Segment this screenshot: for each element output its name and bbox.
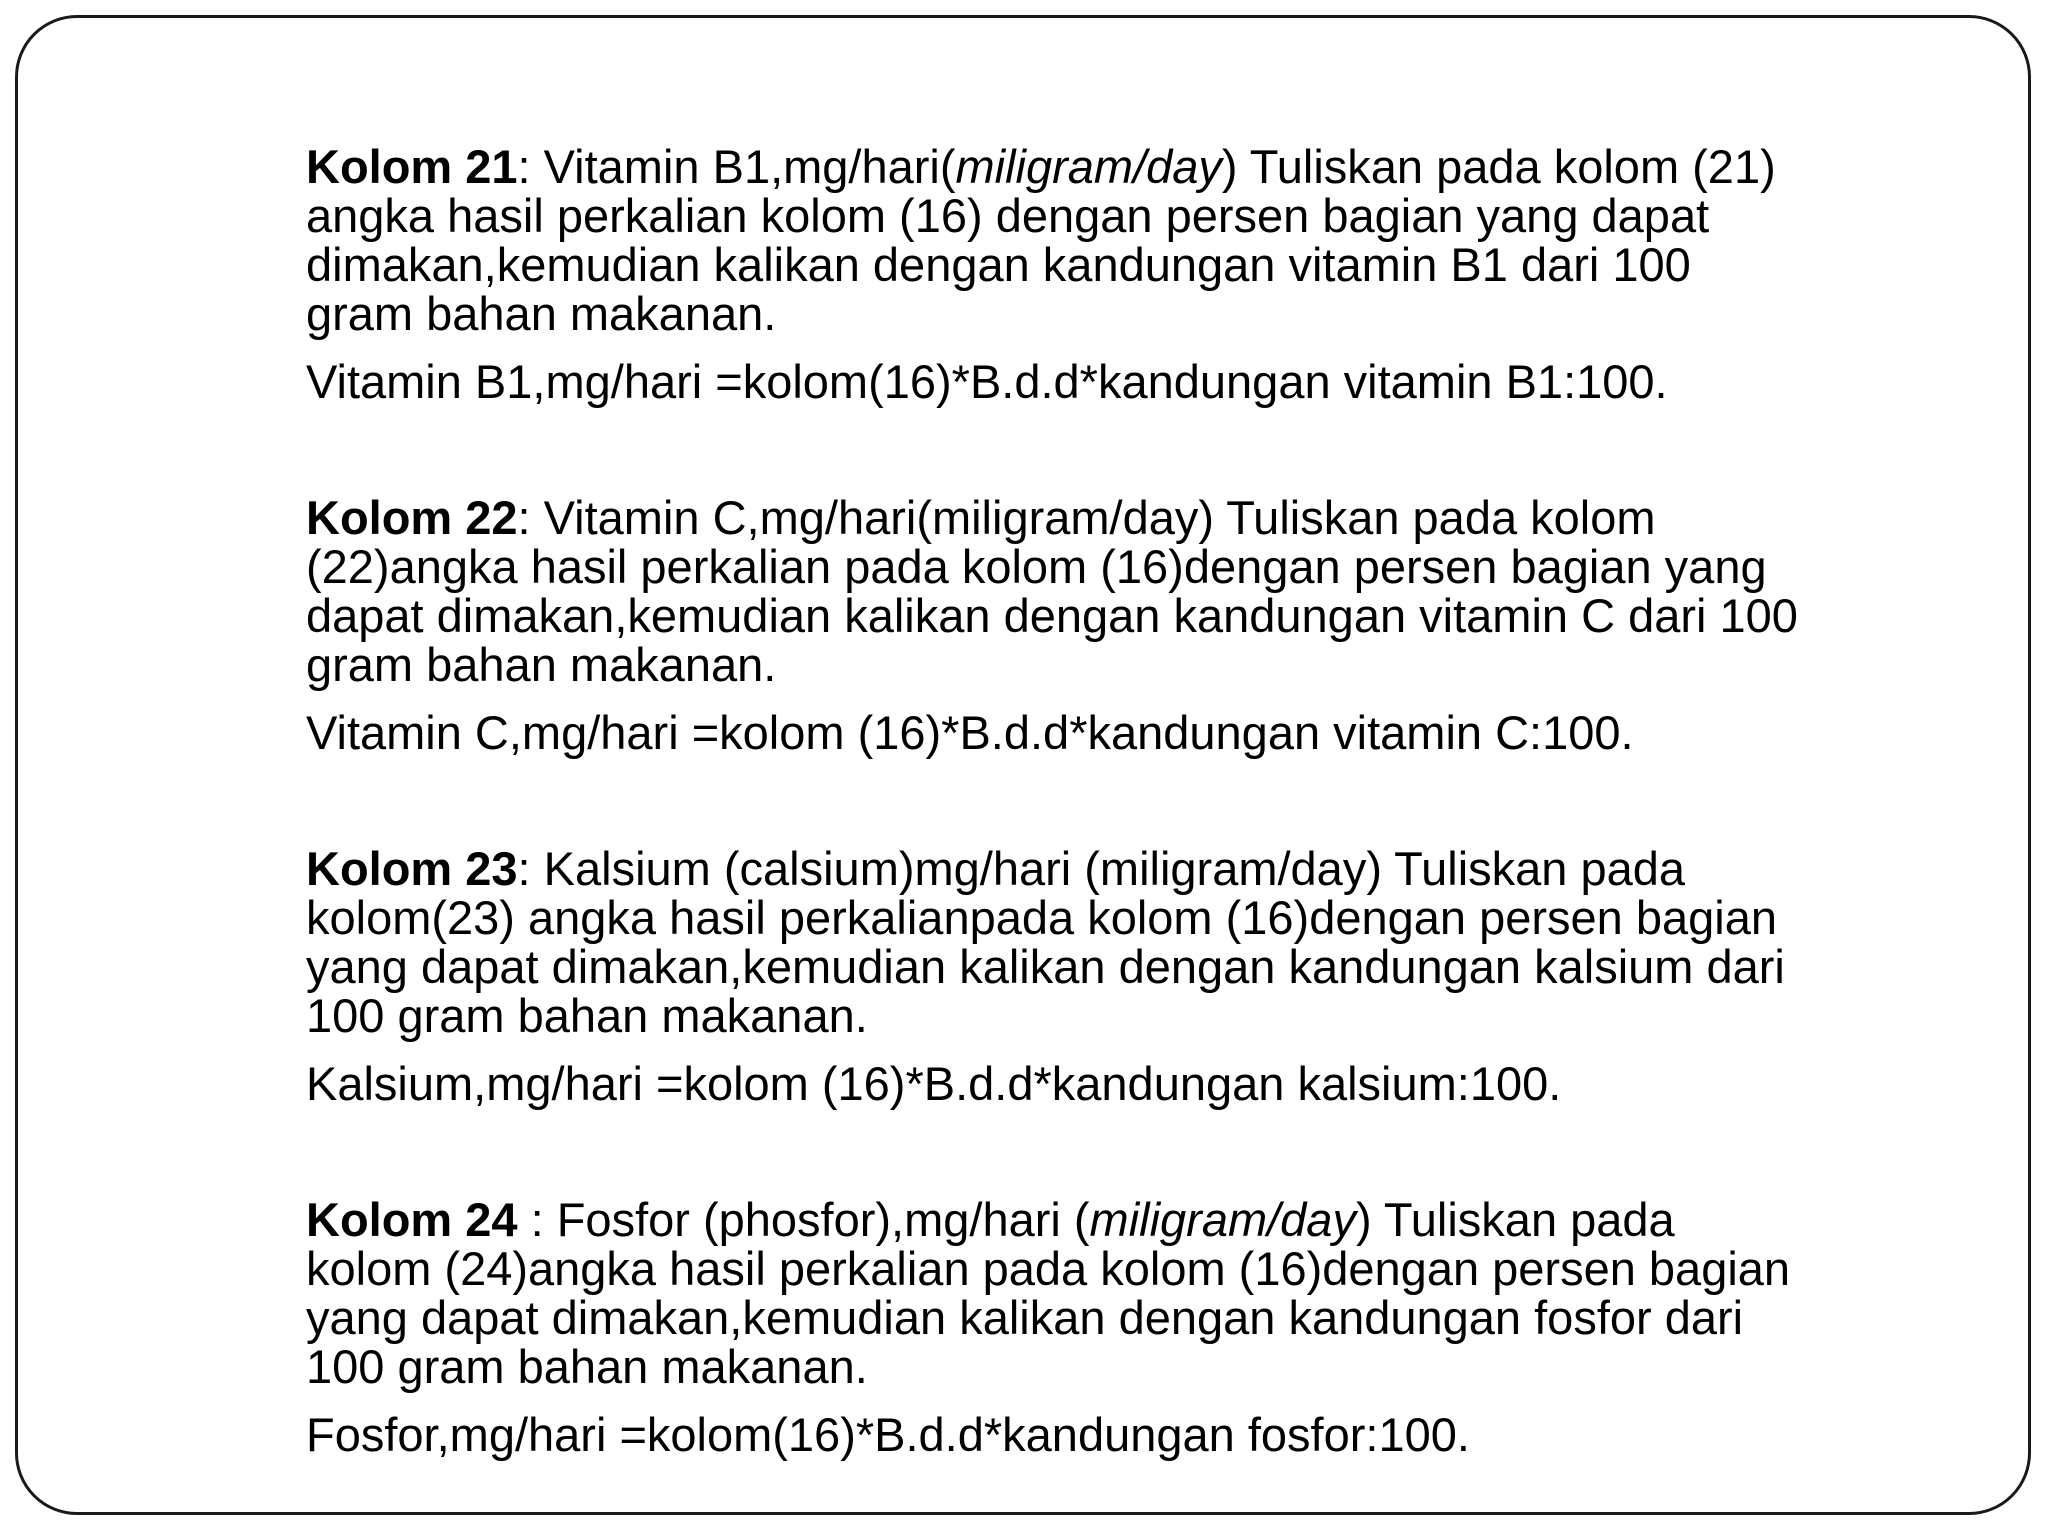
description-text: ) Tuliskan pada (1355, 1193, 1675, 1246)
section-description (306, 493, 1946, 689)
emphasis-text: miligram/day (1089, 1193, 1356, 1246)
section-kolom-22 (306, 493, 1946, 757)
description-text: 100 gram bahan makanan. (306, 989, 868, 1042)
section-description (306, 1195, 1946, 1391)
description-text: gram bahan makanan. (306, 638, 777, 691)
slide-frame (15, 15, 2031, 1515)
kolom-label: Kolom 22 (306, 491, 518, 544)
description-text: ) Tuliskan pada kolom (21) (1221, 140, 1776, 193)
section-description (306, 142, 1946, 338)
description-text: : Fosfor (phosfor),mg/hari ( (517, 1193, 1090, 1246)
emphasis-text: miligram/day (955, 140, 1222, 193)
formula-text: Vitamin C,mg/hari =kolom (16)*B.d.d*kandungan vitamin C:100. (306, 706, 1634, 759)
description-text: dapat dimakan,kemudian kalikan dengan kandungan vitamin C dari 100 (306, 589, 1798, 642)
slide-content (306, 142, 1946, 1459)
description-text: : Kalsium (calsium)mg/hari (miligram/day) Tuliskan pada (517, 842, 1686, 895)
formula-text: Vitamin B1,mg/hari =kolom(16)*B.d.d*kandungan vitamin B1:100. (306, 355, 1668, 408)
description-text: (22)angka hasil perkalian pada kolom (16)dengan persen bagian yang (306, 540, 1767, 593)
formula-text: Kalsium,mg/hari =kolom (16)*B.d.d*kandungan kalsium:100. (306, 1057, 1562, 1110)
description-text: kolom(23) angka hasil perkalianpada kolom (16)dengan persen bagian (306, 891, 1777, 944)
section-kolom-24 (306, 1195, 1946, 1459)
section-description (306, 844, 1946, 1040)
kolom-label: Kolom 21 (306, 140, 518, 193)
section-kolom-21 (306, 142, 1946, 406)
section-kolom-23 (306, 844, 1946, 1108)
description-text: 100 gram bahan makanan. (306, 1340, 868, 1393)
kolom-label: Kolom 24 (306, 1193, 518, 1246)
description-text: : Vitamin B1,mg/hari( (517, 140, 956, 193)
description-text: gram bahan makanan. (306, 287, 777, 340)
description-text: angka hasil perkalian kolom (16) dengan persen bagian yang dapat (306, 189, 1710, 242)
description-text: yang dapat dimakan,kemudian kalikan dengan kandungan kalsium dari (306, 940, 1785, 993)
description-text: kolom (24)angka hasil perkalian pada kolom (16)dengan persen bagian (306, 1242, 1791, 1295)
description-text: yang dapat dimakan,kemudian kalikan dengan kandungan fosfor dari (306, 1291, 1744, 1344)
description-text: : Vitamin C,mg/hari(miligram/day) Tuliskan pada kolom (517, 491, 1656, 544)
kolom-label: Kolom 23 (306, 842, 518, 895)
description-text: dimakan,kemudian kalikan dengan kandungan vitamin B1 dari 100 (306, 238, 1691, 291)
formula-text: Fosfor,mg/hari =kolom(16)*B.d.d*kandungan fosfor:100. (306, 1408, 1470, 1461)
